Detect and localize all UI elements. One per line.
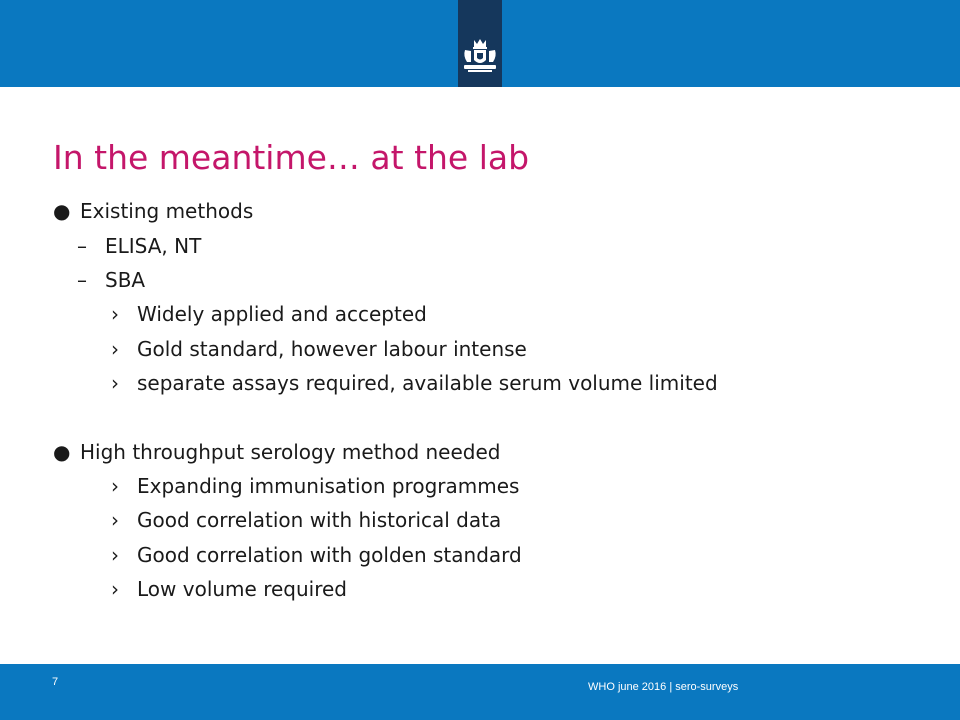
bullet-text: Good correlation with golden standard	[137, 543, 522, 567]
header-bar	[0, 0, 960, 87]
coat-of-arms-icon	[460, 36, 500, 76]
bullet-text: Widely applied and accepted	[137, 302, 427, 326]
bullet-marker: ›	[111, 302, 119, 326]
page-number: 7	[52, 676, 59, 688]
footer-text: WHO june 2016 | sero-surveys	[588, 681, 739, 693]
bullet-text: ELISA, NT	[105, 234, 202, 258]
bullet-text: SBA	[105, 268, 146, 292]
bullet-marker: ›	[111, 337, 119, 361]
bullet-marker: –	[77, 268, 87, 292]
bullet-marker: ●	[53, 199, 71, 223]
bullet-text: Low volume required	[137, 577, 347, 601]
slide-title: In the meantime… at the lab	[53, 138, 530, 177]
footer-bar	[0, 664, 960, 720]
bullet-marker: ●	[53, 440, 71, 464]
bullet-marker: –	[77, 234, 87, 258]
bullet-marker: ›	[111, 543, 119, 567]
bullet-marker: ›	[111, 474, 119, 498]
bullet-text: separate assays required, available serum volume limited	[137, 371, 718, 395]
bullet-marker: ›	[111, 508, 119, 532]
bullet-text: Gold standard, however labour intense	[137, 337, 527, 361]
bullet-text: Good correlation with historical data	[137, 508, 502, 532]
bullet-text: Existing methods	[80, 199, 254, 223]
bullet-marker: ›	[111, 371, 119, 395]
logo-block	[458, 0, 502, 87]
bullet-text: Expanding immunisation programmes	[137, 474, 520, 498]
bullet-marker: ›	[111, 577, 119, 601]
bullet-text: High throughput serology method needed	[80, 440, 501, 464]
